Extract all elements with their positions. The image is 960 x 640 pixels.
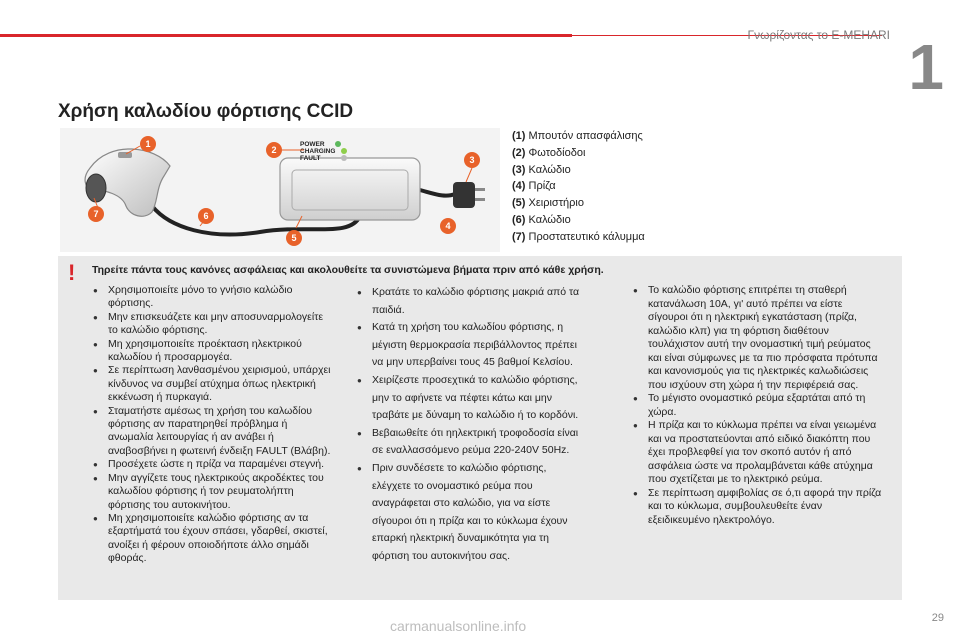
callout-7-label: 7	[93, 209, 99, 219]
header-rule	[0, 34, 572, 37]
callout-1-label: 1	[145, 139, 151, 149]
plug-pin	[475, 198, 485, 201]
list-item: ● Βεβαιωθείτε ότι ηηλεκτρική τροφοδοσία είναι σε εναλλασσόμενο ρεύμα 220-240V 50Hz.	[356, 425, 588, 460]
page-number: 29	[931, 612, 944, 624]
list-item: ● Μη χρησιμοποιείτε καλώδιο φόρτισης αν τα εξαρτήματά του έχουν σπάσει, γδαρθεί, σκιστεί, ανοίξει ή φέρουν οποιοδήποτε άλλο σημάδι φθοράς.	[92, 512, 332, 566]
plug-pin	[475, 188, 485, 191]
warning-icon: !	[68, 260, 76, 285]
legend-item: (5) Χειριστήριο	[512, 197, 584, 210]
list-item: ● Μην επισκευάζετε και μην αποσυναρμολογείτε το καλώδιο φόρτισης.	[92, 311, 332, 338]
list-item: ● Σταματήστε αμέσως τη χρήση του καλωδίου φόρτισης αν παρατηρηθεί πρόβλημα ή ανωμαλία λειτουργίας ή αν ανάβει ή αναβοσβήνει η φωτεινή ένδειξη FAULT (Βλάβη).	[92, 405, 332, 459]
list-item: ● Το μέγιστο ονομαστικό ρεύμα εξαρτάται από τη χώρα.	[632, 392, 884, 419]
warning-title: Τηρείτε πάντα τους κανόνες ασφάλειας και ακολουθείτε τα συνιστώμενα βήματα πριν από κάθε χρήση.	[92, 264, 604, 276]
power-led-icon	[335, 141, 341, 147]
warning-column-1	[92, 284, 332, 566]
list-item: ● Κατά τη χρήση του καλωδίου φόρτισης, η μέγιστη θερμοκρασία περιβάλλοντος πρέπει να μην υπερβαίνει τους 45 βαθμοί Κελσίου.	[356, 319, 588, 372]
watermark: carmanualsonline.info	[390, 618, 527, 634]
list-item: ● Προσέχετε ώστε η πρίζα να παραμένει στεγνή.	[92, 458, 332, 471]
list-item: ● Σε περίπτωση λανθασμένου χειρισμού, υπάρχει κίνδυνος να συμβεί ατύχημα όπως ηλεκτρική εκκένωση ή πυρκαγιά.	[92, 364, 332, 404]
chapter-number: 1	[908, 31, 944, 103]
legend-item: (7) Προστατευτικό κάλυμμα	[512, 230, 645, 243]
list-item: ● Χρησιμοποιείτε μόνο το γνήσιο καλώδιο φόρτισης.	[92, 284, 332, 311]
legend-item: (4) Πρίζα	[512, 180, 556, 193]
list-item: ● Πριν συνδέσετε το καλώδιο φόρτισης, ελέγχετε το ονομαστικό ρεύμα που αναγράφεται στο καλώδιο, για να είστε σίγουροι ότι η πρίζα και το κύκλωμα έχουν επαρκή ηλεκτρική δυναμικότητα για τη φόρτιση του αυτοκινήτου σας.	[356, 460, 588, 566]
list-item: ● Σε περίπτωση αμφιβολίας σε ό,τι αφορά την πρίζα και το κύκλωμα, συμβουλευθείτε έναν εξειδικευμένο ηλεκτρολόγο.	[632, 487, 884, 528]
list-item: ● Μην αγγίζετε τους ηλεκτρικούς ακροδέκτες του καλωδίου φόρτισης ή τον ρευματολήπτη φόρτισης του αυτοκινήτου.	[92, 472, 332, 512]
list-item: ● Η πρίζα και το κύκλωμα πρέπει να είναι γειωμένα και να προστατεύονται από ειδικό διακόπτη που έχει προβλεφθεί για τον σκοπό αυτόν ή από ασφάλεια ώστε να προλαμβάνεται κάθε ατύχημα που σχετίζεται με το ηλεκτρικό ρεύμα.	[632, 419, 884, 487]
charging-cable-illustration	[60, 128, 500, 252]
running-head: Γνωρίζοντας το E-MEHARI	[747, 28, 890, 42]
legend-item: (3) Καλώδιο	[512, 163, 571, 176]
indicator-label-power: POWER	[300, 141, 325, 148]
release-button	[118, 152, 132, 158]
parts-legend	[512, 128, 645, 246]
legend-item: (6) Καλώδιο	[512, 213, 571, 226]
warning-column-3	[632, 284, 884, 527]
warning-column-2	[356, 284, 588, 566]
callout-5-label: 5	[291, 233, 297, 243]
callout-4-label: 4	[445, 221, 451, 231]
list-item: ● Χειρίζεστε προσεχτικά το καλώδιο φόρτισης, μην το αφήνετε να πέφτει κάτω και μην τραβάτε με δύναμη το καλώδιο ή το κορδόνι.	[356, 372, 588, 425]
legend-item: (1) Μπουτόν απασφάλισης	[512, 130, 643, 142]
mains-plug	[453, 182, 475, 208]
legend-item: (2) Φωτοδίοδοι	[512, 146, 586, 159]
connector-head	[86, 174, 106, 202]
list-item: ● Μη χρησιμοποιείτε προέκταση ηλεκτρικού καλωδίου ή προσαρμογέα.	[92, 338, 332, 365]
indicator-label-charging: CHARGING	[300, 148, 336, 155]
indicator-label-fault: FAULT	[300, 155, 321, 162]
page-title: Χρήση καλωδίου φόρτισης CCID	[58, 101, 354, 122]
fault-led-icon	[341, 155, 347, 161]
callout-3-label: 3	[469, 155, 475, 165]
control-box	[280, 158, 420, 220]
callout-6-label: 6	[203, 211, 209, 221]
callout-2-label: 2	[271, 145, 277, 155]
list-item: ● Κρατάτε το καλώδιο φόρτισης μακριά από τα παιδιά.	[356, 284, 588, 319]
charging-led-icon	[341, 148, 347, 154]
safety-warning-box	[58, 256, 902, 600]
list-item: ● Το καλώδιο φόρτισης επιτρέπει τη σταθερή κατανάλωση 10A, γι' αυτό πρέπει να είστε σίγουροι ότι η ηλεκτρική εγκατάσταση (πρίζα, καλώδιο κλπ) για τη φόρτιση διαθέτουν τουλάχιστον αυτή την ονομαστική τιμή ρεύματος και είναι σύμφωνες με τα πιο πρόσφατα πρότυπα και κανονισμούς για τις ηλεκτρικές καλωδιώσεις που ισχύουν στη χώρα ή την περιφέρειά σας.	[632, 284, 884, 392]
